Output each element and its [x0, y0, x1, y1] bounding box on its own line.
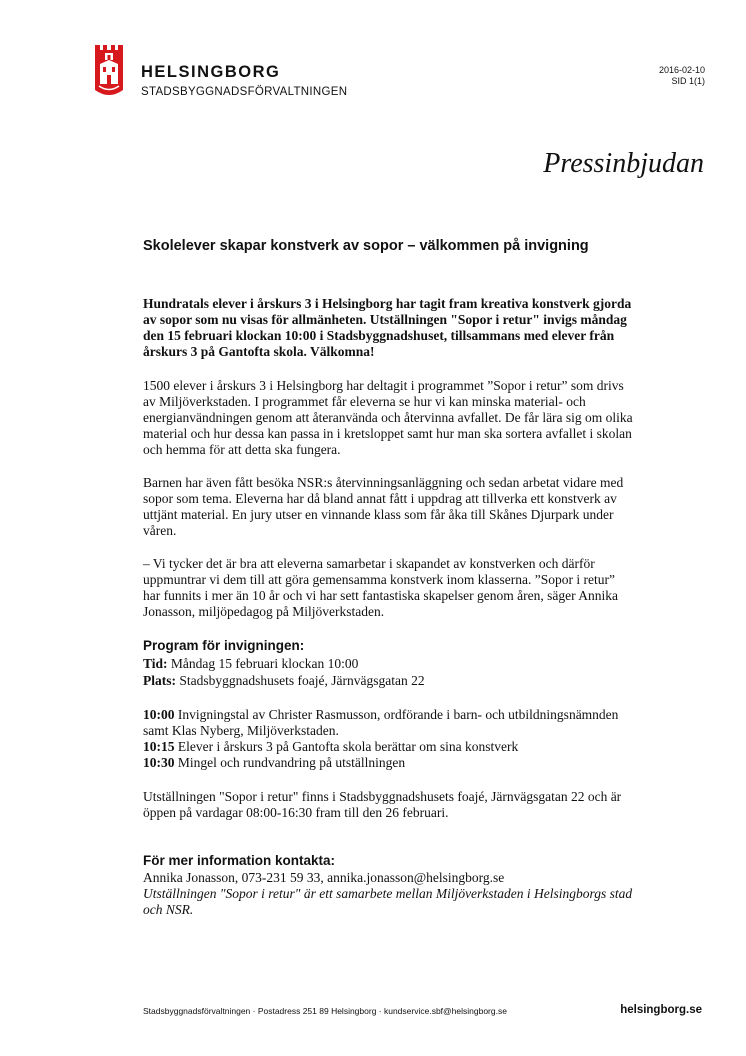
document-date: 2016-02-10: [658, 65, 705, 75]
paragraph-2-text: Barnen har även fått besöka NSR:s återvinningsanläggning och sedan arbetat vidare med sopor som tema. Eleverna har då bland annat fått i uppdrag att tillverka ett konstverk av uttjänt material. En jury utser en vinnande klass som får åka till Skånes Djurpark under våren.: [143, 475, 624, 538]
exhibition-info-text: Utställningen "Sopor i retur" finns i Stadsbyggnadshusets foajé, Järnvägsgatan 22 och är öppen på vardagar 08:00-16:30 fram till den 26 februari.: [143, 789, 622, 820]
paragraph-2: [143, 475, 633, 539]
paragraph-1-text: 1500 elever i årskurs 3 i Helsingborg har deltagit i programmet ”Sopor i retur” som drivs av Miljöverkstaden. I programmet får eleverna se hur vi kan minska material- och energianvändningen genom att återanvända och återvinna avfallet. De får lära sig om olika material och hur dessa kan passa in i kretsloppet samt hur man ska sortera avfallet i skolan och hemma för att detta ska fungera.: [143, 378, 633, 457]
program-place-row: [143, 673, 425, 689]
program-place-value: Stadsbyggnadshusets foajé, Järnvägsgatan 22: [179, 673, 425, 688]
schedule-text: Invigningstal av Christer Rasmusson, ordförande i barn- och utbildningsnämnden samt Klas Nyberg, Miljöverkstaden.: [143, 707, 619, 738]
schedule-time: 10:15: [143, 739, 175, 754]
lead-text: Hundratals elever i årskurs 3 i Helsingborg har tagit fram kreativa konstverk gjorda av sopor som nu visas för allmänheten. Utställningen "Sopor i retur" invigs måndag den 15 februari klockan 10:00 i Stadsbyggnadshuset, tillsammans med elever från årskurs 3 på Gantofta skola. Välkomna!: [143, 296, 632, 359]
helsingborg-coat-of-arms-icon: [94, 44, 124, 98]
program-time-label: Tid:: [143, 656, 168, 671]
footer-address: Stadsbyggnadsförvaltningen · Postadress 251 89 Helsingborg · kundservice.sbf@helsingborg.se: [143, 1006, 507, 1016]
schedule-item: [143, 707, 633, 739]
schedule-text: Elever i årskurs 3 på Gantofta skola berättar om sina konstverk: [177, 739, 519, 754]
department-name: STADSBYGGNADSFÖRVALTNINGEN: [141, 86, 348, 98]
program-heading: Program för invigningen:: [143, 638, 305, 653]
paragraph-3-text: – Vi tycker det är bra att eleverna samarbetar i skapandet av konstverken och därför uppmuntrar vi dem till att göra gemensamma konstverk inom klasserna. ”Sopor i retur” har funnits i mer än 10 år och vi har sett fantastiska skapelser genom åren, säger Annika Jonasson, miljöpedagog på Miljöverkstaden.: [143, 556, 618, 619]
program-time-row: [143, 656, 358, 672]
contact-details: Annika Jonasson, 073-231 59 33, annika.jonasson@helsingborg.se: [143, 870, 505, 885]
document-type: Pressinbjudan: [543, 148, 704, 179]
schedule-item: [143, 755, 633, 771]
footer-website-link[interactable]: helsingborg.se: [620, 1004, 702, 1016]
schedule-item: [143, 739, 633, 755]
contact-heading: För mer information kontakta:: [143, 853, 336, 868]
program-time-value: Måndag 15 februari klockan 10:00: [170, 656, 359, 671]
collaboration-note: Utställningen "Sopor i retur" är ett samarbete mellan Miljöverkstaden i Helsingborgs stad och NSR.: [143, 886, 633, 917]
paragraph-1: [143, 378, 633, 458]
program-place-label: Plats:: [143, 673, 176, 688]
schedule-text: Mingel och rundvandring på utställningen: [177, 755, 406, 770]
page-number: SID 1(1): [671, 76, 705, 86]
paragraph-3: [143, 556, 633, 620]
exhibition-info: [143, 789, 633, 821]
lead-paragraph: [143, 296, 633, 360]
schedule-time: 10:30: [143, 755, 175, 770]
org-name: HELSINGBORG: [141, 63, 281, 81]
schedule-time: 10:00: [143, 707, 175, 722]
headline: Skolelever skapar konstverk av sopor – välkommen på invigning: [143, 238, 589, 254]
